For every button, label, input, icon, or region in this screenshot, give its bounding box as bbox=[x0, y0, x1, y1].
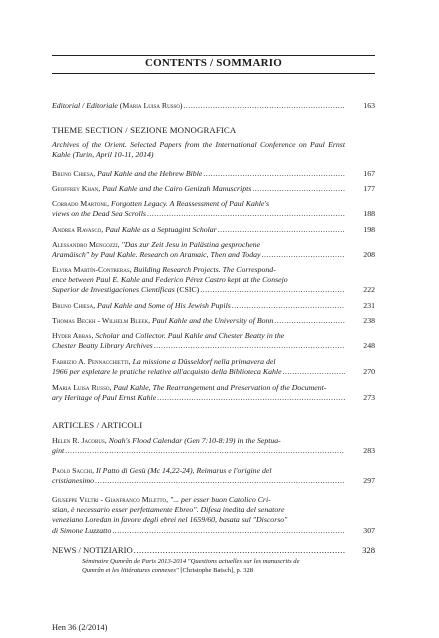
leader-dots bbox=[252, 184, 345, 194]
leader-dots bbox=[262, 250, 345, 260]
entry-title: Paul Kahle as a Septuagint Scholar bbox=[105, 225, 217, 234]
entry-title: Forgotten Legacy. A Reassessment of Paul Kahle's bbox=[110, 199, 270, 208]
leader-dots bbox=[157, 393, 345, 403]
toc-entry[interactable] bbox=[52, 225, 375, 235]
entry-title: Scholar and Collector. Paul Kahle and Chester Beatty in the bbox=[95, 331, 285, 340]
leader-dots bbox=[200, 285, 345, 295]
entry-title: Noah's Flood Calendar (Gen 7:10-8:19) in the Septua- bbox=[108, 436, 281, 445]
entry-title-cont: ary Heritage of Paul Ernst Kahle bbox=[52, 393, 157, 403]
toc-entry[interactable] bbox=[52, 199, 375, 219]
leader-dots bbox=[274, 316, 345, 326]
toc-entry[interactable] bbox=[52, 436, 375, 456]
leader-dots bbox=[203, 169, 345, 179]
entry-title: Paul Kahle and the Cairo Genizah Manuscripts bbox=[102, 184, 252, 193]
editorial-author: (Maria Luisa Russo) bbox=[119, 101, 183, 110]
page-number: 238 bbox=[363, 316, 375, 325]
theme-intro: Archives of the Orient. Selected Papers from the International Conference on Paul Ernst Kahle (Turin, April 10-11, 2014) bbox=[52, 140, 345, 160]
entry-author: Thomas Beckh - Wilhelm Bleek, bbox=[52, 316, 151, 325]
entry-title-cont: views on the Dead Sea Scrolls bbox=[52, 209, 146, 219]
toc-entry[interactable] bbox=[52, 331, 375, 351]
page-number: 297 bbox=[363, 476, 375, 486]
news-sub-title-cont: Qumrân et les littératures connexes" bbox=[82, 566, 179, 574]
leader-dots bbox=[154, 341, 345, 351]
section-heading-articles: ARTICLES / ARTICOLI bbox=[52, 420, 143, 430]
entry-author: Elvira Martín-Contreras, bbox=[52, 265, 132, 274]
entry-author: Maria Luisa Russo, bbox=[52, 383, 112, 392]
page-number: 328 bbox=[362, 545, 375, 555]
leader-dots bbox=[134, 545, 345, 555]
entry-title-cont: gint bbox=[52, 446, 65, 456]
leader-dots bbox=[232, 301, 345, 311]
leader-dots bbox=[95, 476, 345, 486]
entry-title-cont: stian, è necessario esser perfettamente Ebreo". Difesa inedita del senatore bbox=[52, 505, 285, 515]
leader-dots bbox=[112, 526, 345, 536]
entry-title: La missione a Düsseldorf nella primavera del bbox=[132, 357, 276, 366]
journal-footer: Hen 36 (2/2014) bbox=[52, 623, 108, 632]
toc-entry[interactable] bbox=[52, 169, 375, 179]
entry-author: Andrea Ravasco, bbox=[52, 225, 104, 234]
leader-dots bbox=[65, 446, 345, 456]
news-subentry[interactable] bbox=[82, 558, 342, 575]
page-number: 222 bbox=[363, 285, 375, 295]
leader-dots bbox=[283, 367, 345, 377]
toc-entry[interactable] bbox=[52, 466, 375, 486]
page-number: 208 bbox=[363, 250, 375, 260]
editorial-entry[interactable] bbox=[52, 101, 375, 111]
toc-entry[interactable] bbox=[52, 301, 375, 311]
toc-entry[interactable] bbox=[52, 316, 375, 326]
entry-title-cont: veneziano Loredan in favore degli ebrei nel 1659/60, basata sul "Discorso" bbox=[52, 515, 288, 525]
section-heading-news: NEWS / NOTIZIARIO bbox=[52, 545, 133, 555]
entry-title-cont: Superior de Investigaciones Científicas bbox=[52, 285, 175, 295]
toc-entry[interactable] bbox=[52, 383, 375, 403]
entry-title-cont: Chester Beatty Library Archives bbox=[52, 341, 153, 351]
entry-author: Bruno Chiesa, bbox=[52, 301, 96, 310]
entry-title: Paul Kahle and the University of Bonn bbox=[152, 316, 274, 325]
top-rule bbox=[52, 55, 375, 56]
leader-dots bbox=[218, 225, 345, 235]
page-title: CONTENTS / SOMMARIO bbox=[144, 57, 283, 69]
entry-author: Hyder Abbas, bbox=[52, 331, 94, 340]
entry-author: Paolo Sacchi, bbox=[52, 466, 95, 475]
entry-author: Corrado Martone, bbox=[52, 199, 110, 208]
toc-entry[interactable] bbox=[52, 240, 375, 260]
leader-dots bbox=[147, 209, 345, 219]
page-number: 273 bbox=[363, 393, 375, 403]
news-sub-author: [Christophe Batsch], p. 328 bbox=[180, 566, 254, 574]
entry-title-cont: cristianesimo bbox=[52, 476, 95, 486]
news-entry[interactable] bbox=[52, 545, 375, 555]
entry-title-cont: Aramäisch" by Paul Kahle. Research on Aramaic, Then and Today bbox=[52, 250, 261, 260]
entry-title: "Das zur Zeit Jesu in Palästina gesprochene bbox=[121, 240, 261, 249]
toc-entry[interactable] bbox=[52, 495, 375, 536]
news-sub-title: Séminaire Qumrân de Paris 2013-2014 "Questions actuelles sur les manuscrits de bbox=[82, 558, 300, 565]
page-number: 163 bbox=[363, 101, 375, 110]
entry-title: Il Patto di Gesù (Mc 14,22-24), Reimarus e l'origine del bbox=[95, 466, 272, 475]
page-number: 188 bbox=[363, 209, 375, 219]
editorial-label: Editorial / Editoriale bbox=[52, 101, 118, 110]
entry-title-cont: 1966 per espletare le pratiche relative all'acquisto della Biblioteca Kahle bbox=[52, 367, 282, 377]
page-number: 198 bbox=[363, 225, 375, 234]
toc-entry[interactable] bbox=[52, 184, 375, 194]
page-number: 283 bbox=[363, 446, 375, 456]
entry-title: Paul Kahle and Some of His Jewish Pupils bbox=[97, 301, 231, 310]
entry-title: Paul Kahle and the Hebrew Bible bbox=[97, 169, 203, 178]
toc-entry[interactable] bbox=[52, 357, 375, 377]
page-number: 270 bbox=[363, 367, 375, 377]
page-number: 248 bbox=[363, 341, 375, 351]
entry-title: Building Research Projects. The Correspond- bbox=[133, 265, 276, 274]
page-number: 167 bbox=[363, 169, 375, 178]
entry-author: Fabrizio A. Pennacchietti, bbox=[52, 357, 131, 366]
page-number: 177 bbox=[363, 184, 375, 193]
entry-author: Helen R. Jacobus, bbox=[52, 436, 107, 445]
title-rule bbox=[52, 73, 375, 74]
entry-title: "... per esser buon Catolico Cri- bbox=[169, 495, 271, 504]
section-heading-theme: THEME SECTION / SEZIONE MONOGRAFICA bbox=[52, 125, 237, 135]
entry-author: Geoffrey Khan, bbox=[52, 184, 101, 193]
page-number: 307 bbox=[363, 525, 375, 535]
page-number: 231 bbox=[363, 301, 375, 310]
entry-author: Bruno Chiesa, bbox=[52, 169, 96, 178]
entry-title: Paul Kahle, The Rearrangement and Preservation of the Document- bbox=[113, 383, 327, 392]
entry-author: Giuseppe Veltri - Gianfranco Miletto, bbox=[52, 495, 169, 504]
entry-title-cont: ence between Paul E. Kahle and Federico Pérez Castro kept at the Consejo bbox=[52, 275, 288, 285]
entry-title-cont: di Simone Luzzatto bbox=[52, 525, 112, 535]
entry-author: Alessandro Mengozzi, bbox=[52, 240, 120, 249]
entry-note: (CSIC) bbox=[176, 285, 200, 295]
leader-dots bbox=[183, 101, 345, 111]
toc-entry[interactable] bbox=[52, 265, 375, 296]
